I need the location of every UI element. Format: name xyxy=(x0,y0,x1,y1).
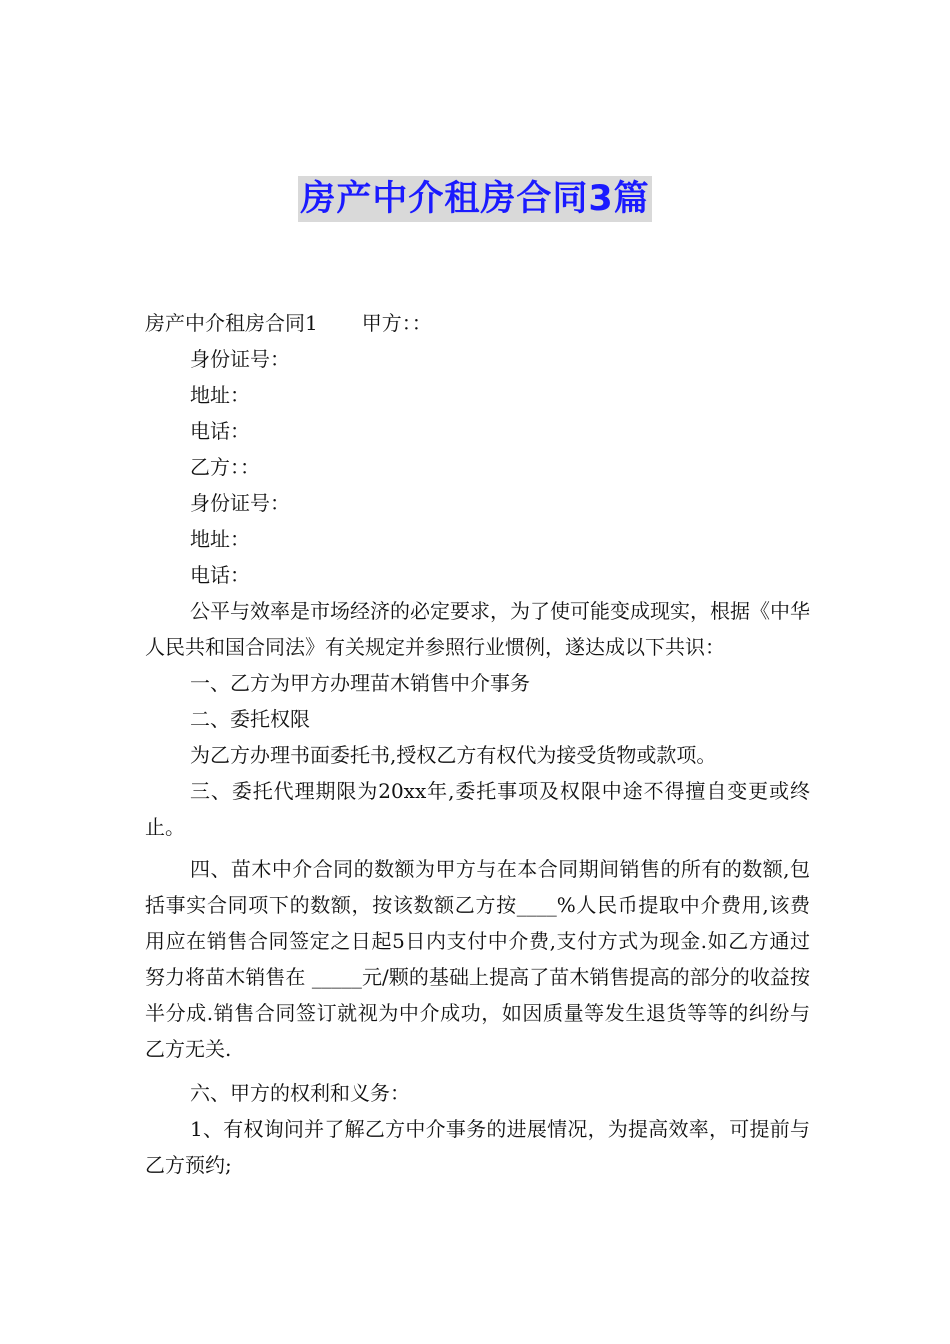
party-a-phone: 电话： xyxy=(190,419,250,443)
party-b-address: 地址： xyxy=(190,527,250,551)
document-title: 房产中介租房合同3篇 xyxy=(298,176,651,222)
title-wrap xyxy=(0,176,950,222)
clause-four: 四、苗木中介合同的数额为甲方与在本合同期间销售的所有的数额,包括事实合同项下的数额，按该数额乙方按____%人民币提取中介费用,该费用应在销售合同签定之日起5日内支付中介费,支付方式为现金.如乙方通过努力将苗木销售在 _____元/颗的基础上提高了苗木销售提高的部分的收益按半分成.销售合同签订就视为中介成功，如因质量等发生退货等等的纠纷与乙方无关. xyxy=(145,857,810,1061)
clause-two-heading: 二、委托权限 xyxy=(190,707,310,731)
clause-six-item-one: 1、有权询问并了解乙方中介事务的进展情况，为提高效率，可提前与乙方预约; xyxy=(145,1117,810,1177)
document-body xyxy=(145,305,810,1183)
clause-three: 三、委托代理期限为20xx年,委托事项及权限中途不得擅自变更或终止。 xyxy=(145,779,810,839)
contract-name: 房产中介租房合同1 xyxy=(145,311,318,335)
party-a-id-number: 身份证号： xyxy=(190,347,290,371)
party-a-address: 地址： xyxy=(190,383,250,407)
party-b-label: 乙方：： xyxy=(190,455,260,479)
clause-two-body: 为乙方办理书面委托书,授权乙方有权代为接受货物或款项。 xyxy=(190,743,717,767)
party-b-phone: 电话： xyxy=(190,563,250,587)
party-b-id-number: 身份证号： xyxy=(190,491,290,515)
contract-heading-line xyxy=(145,305,810,341)
clause-one: 一、乙方为甲方办理苗木销售中介事务 xyxy=(190,671,530,695)
party-a-label: 甲方：： xyxy=(361,311,432,335)
clause-six-heading: 六、甲方的权利和义务： xyxy=(190,1081,410,1105)
preamble-paragraph: 公平与效率是市场经济的必定要求，为了使可能变成现实，根据《中华人民共和国合同法》有关规定并参照行业惯例，遂达成以下共识： xyxy=(145,599,810,659)
